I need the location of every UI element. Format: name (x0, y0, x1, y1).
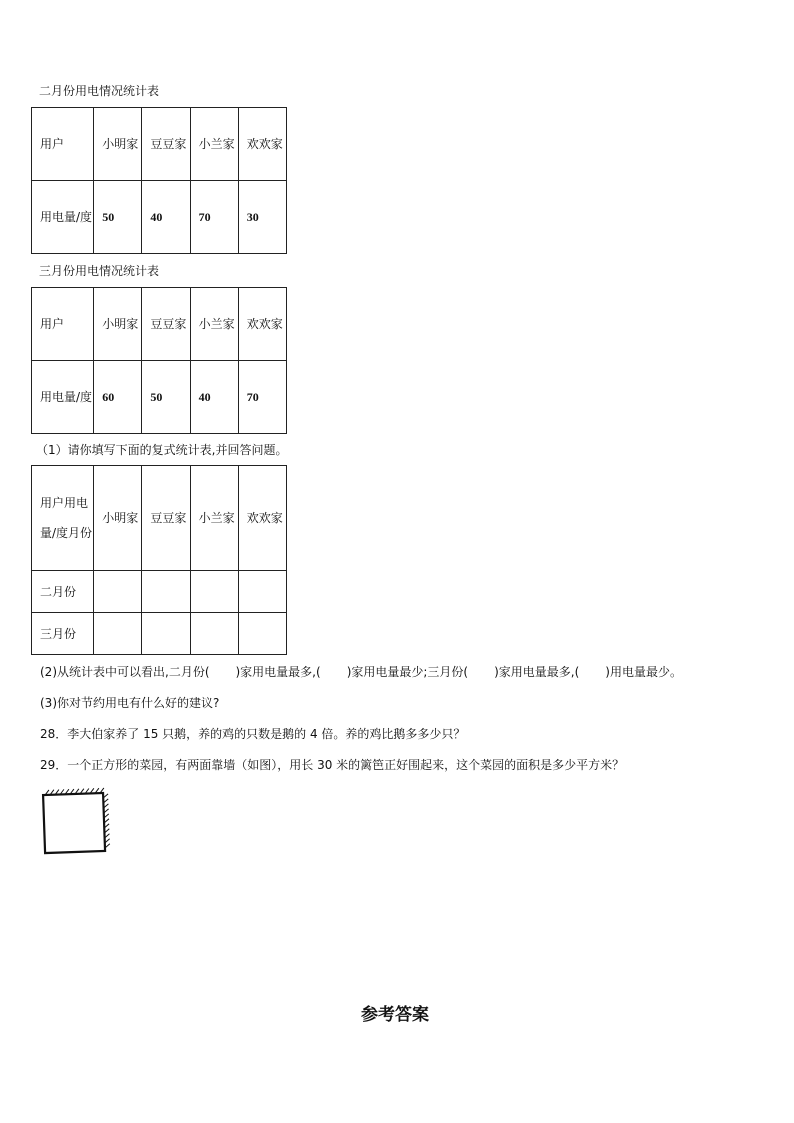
question-29: 29．一个正方形的菜园，有两面靠墙（如图），用长 30 米的篱笆正好围起来，这个菜园的面积是多少平方米？ (40, 758, 625, 772)
wall-hatching (45, 788, 110, 850)
table3-blank-cell[interactable] (190, 613, 238, 655)
table1-value: 40 (142, 181, 190, 254)
question-2-part: (2)从统计表中可以看出,二月份( (40, 665, 210, 679)
table2-header-xiaoming: 小明家 (94, 288, 142, 361)
answer-section-title: 参考答案 (361, 1005, 429, 1025)
table2-value: 50 (142, 361, 190, 434)
table2-header-doudou: 豆豆家 (142, 288, 190, 361)
garden-square (43, 793, 105, 853)
table2-header-huanhuan: 欢欢家 (238, 288, 286, 361)
garden-figure (38, 786, 112, 856)
question-28: 28．李大伯家养了 15 只鹅，养的鸡的只数是鹅的 4 倍。养的鸡比鹅多多少只？ (40, 727, 466, 741)
question-3: (3)你对节约用电有什么好的建议? (40, 696, 220, 710)
table3-blank-cell[interactable] (94, 613, 142, 655)
table1-title: 二月份用电情况统计表 (39, 84, 160, 98)
table1-header-xiaolan: 小兰家 (190, 108, 238, 181)
question-1: （1）请你填写下面的复式统计表,并回答问题。 (36, 443, 288, 457)
table2-value: 70 (238, 361, 286, 434)
table3-blank-cell[interactable] (238, 571, 286, 613)
table3-blank-cell[interactable] (142, 613, 190, 655)
table3-blank-cell[interactable] (94, 571, 142, 613)
table1-header-huanhuan: 欢欢家 (238, 108, 286, 181)
table1 (31, 107, 287, 254)
table3-header-huanhuan: 欢欢家 (238, 466, 286, 571)
table2-header-xiaolan: 小兰家 (190, 288, 238, 361)
table2-row-label: 用电量/度 (32, 361, 94, 434)
table1-header-doudou: 豆豆家 (142, 108, 190, 181)
table2 (31, 287, 287, 434)
table2-value: 60 (94, 361, 142, 434)
table1-value: 30 (238, 181, 286, 254)
table3-header-xiaolan: 小兰家 (190, 466, 238, 571)
table3-header-xiaoming: 小明家 (94, 466, 142, 571)
question-2 (40, 663, 682, 680)
question-2-part: )家用电量最多,( (494, 665, 580, 679)
table2-value: 40 (190, 361, 238, 434)
table1-header-user: 用户 (32, 108, 94, 181)
table1-header-xiaoming: 小明家 (94, 108, 142, 181)
table1-value: 50 (94, 181, 142, 254)
table2-title: 三月份用电情况统计表 (39, 264, 160, 278)
question-2-part: )家用电量最多,( (235, 665, 321, 679)
table1-row-label: 用电量/度 (32, 181, 94, 254)
table3-blank-cell[interactable] (142, 571, 190, 613)
table3-row-label-feb: 二月份 (32, 571, 94, 613)
question-2-part: )用电量最少。 (605, 665, 682, 679)
table3-compound (31, 465, 287, 655)
table3-row-label-mar: 三月份 (32, 613, 94, 655)
table3-header-doudou: 豆豆家 (142, 466, 190, 571)
table3-blank-cell[interactable] (190, 571, 238, 613)
table2-header-user: 用户 (32, 288, 94, 361)
table1-value: 70 (190, 181, 238, 254)
question-2-part: )家用电量最少;三月份( (346, 665, 469, 679)
table3-corner-header: 用户用电量/度月份 (32, 466, 94, 571)
table3-blank-cell[interactable] (238, 613, 286, 655)
